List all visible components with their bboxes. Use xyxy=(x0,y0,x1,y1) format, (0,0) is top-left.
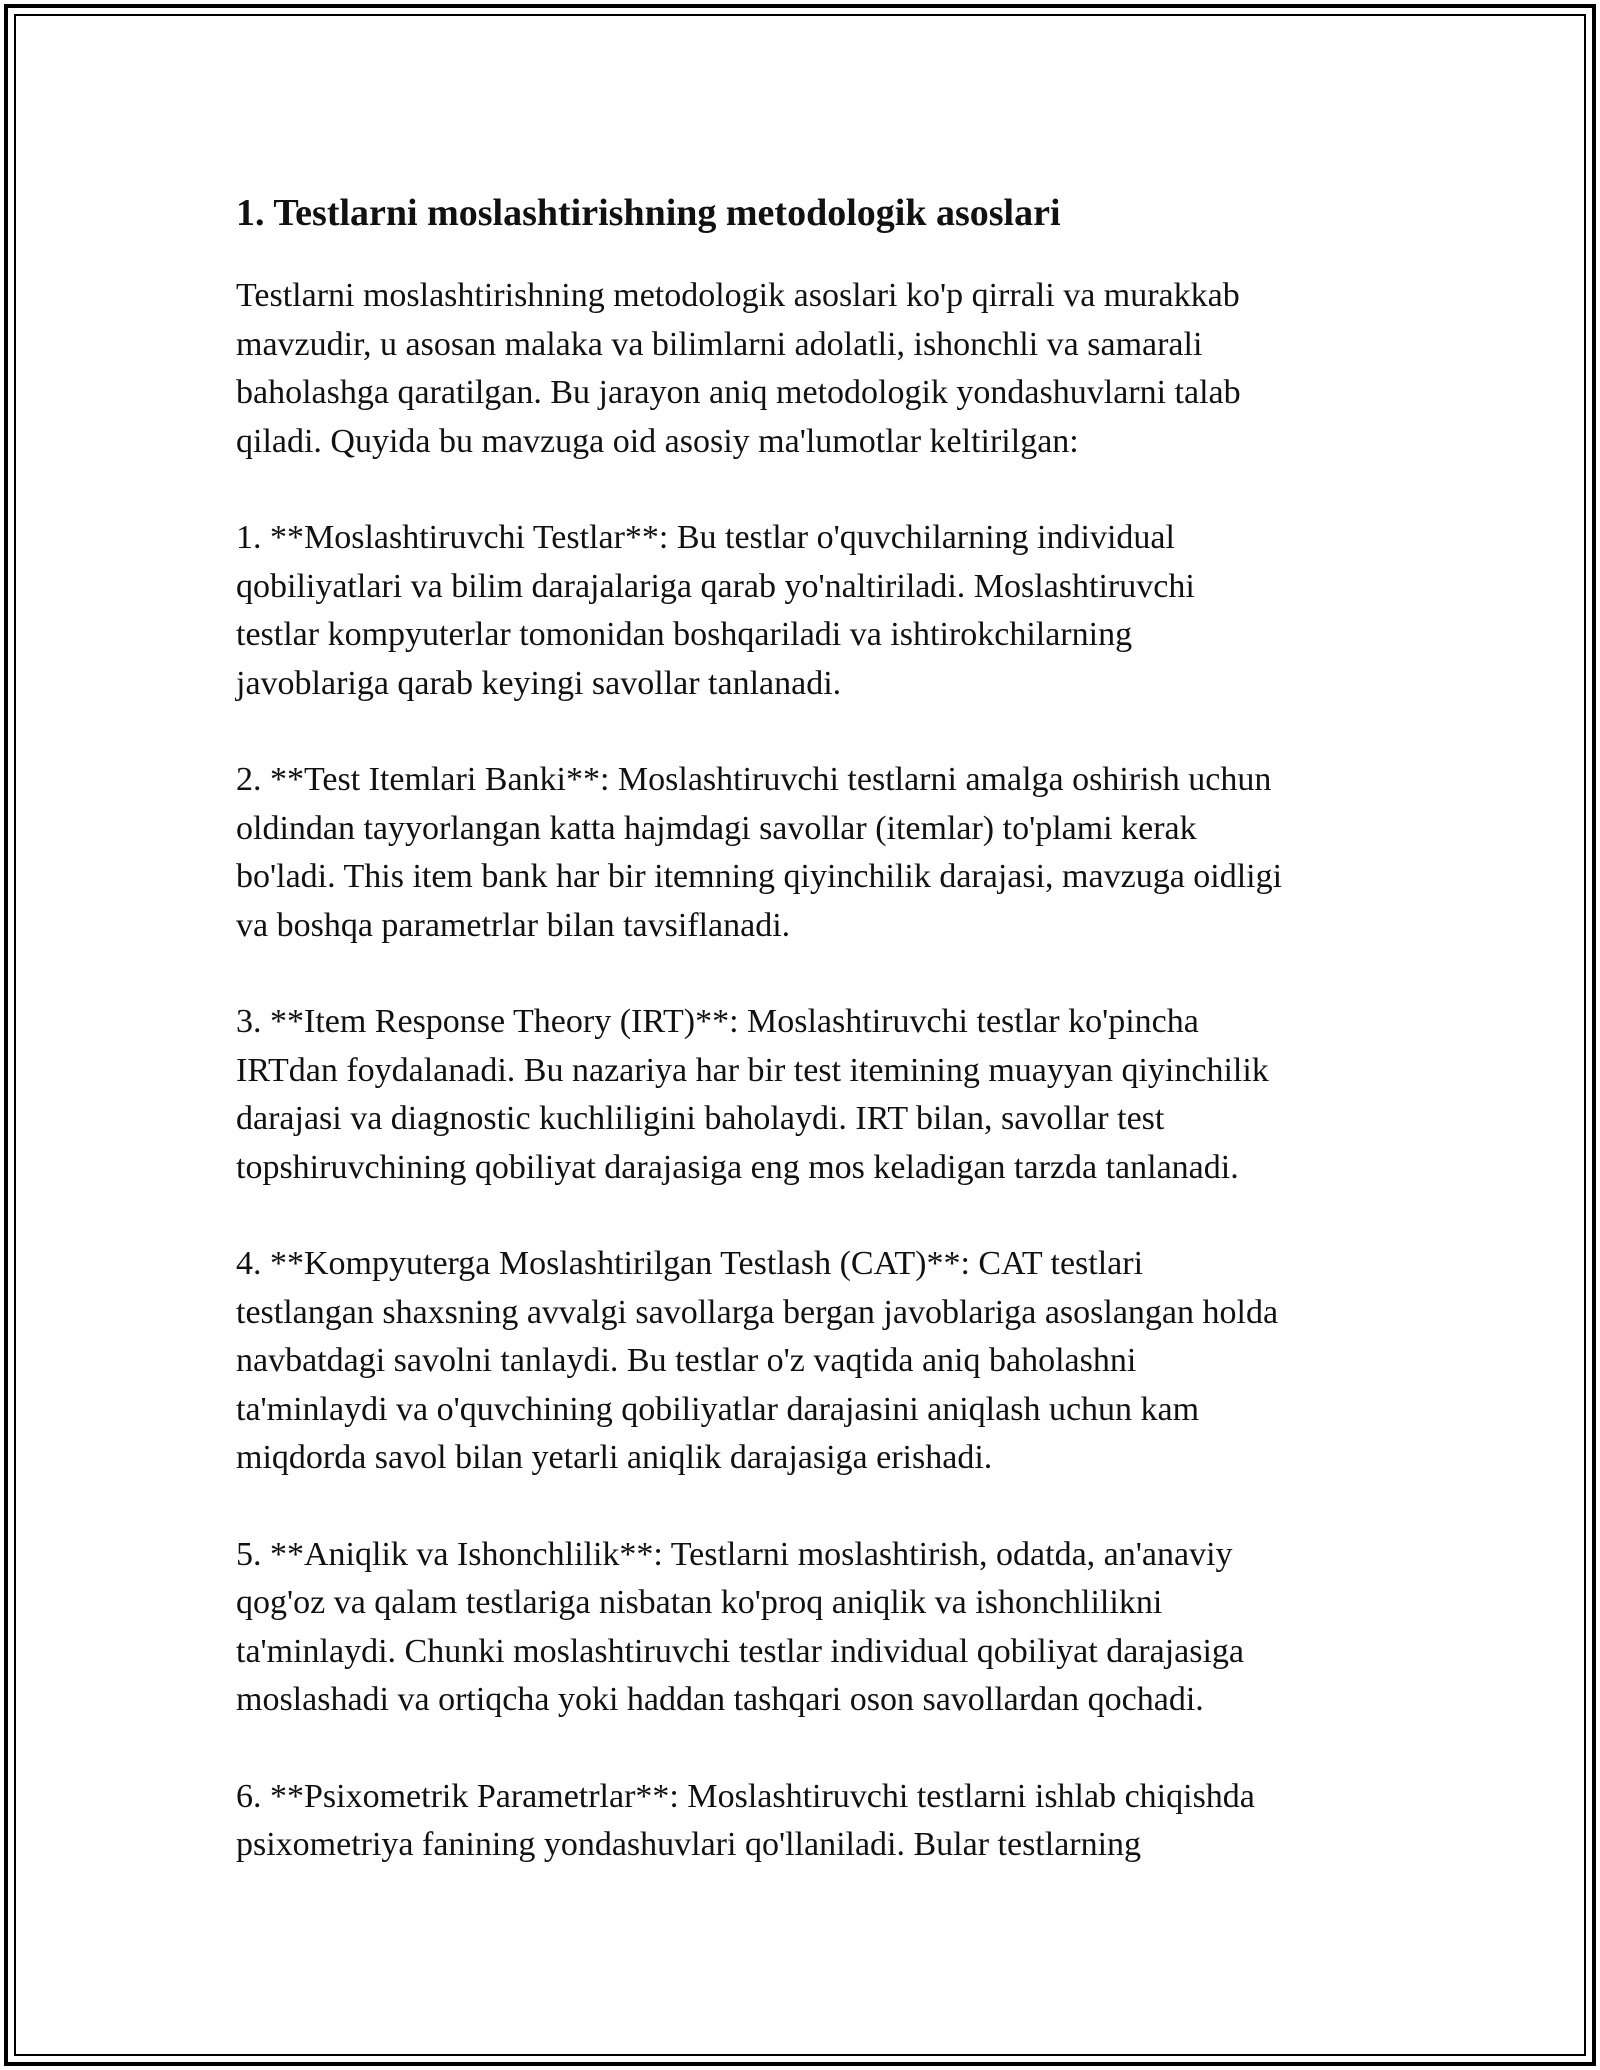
text-line: 2. **Test Itemlari Banki**: Moslashtiruvchi testlarni amalga oshirish uchun xyxy=(236,761,1272,798)
text-line: bo'ladi. This item bank har bir itemning qiyinchilik darajasi, mavzuga oidligi xyxy=(236,858,1283,895)
text-line: 4. **Kompyuterga Moslashtirilgan Testlash (CAT)**: CAT testlari xyxy=(236,1245,1144,1282)
intro-paragraph xyxy=(236,272,1386,466)
text-line: IRTdan foydalanadi. Bu nazariya har bir test itemining muayyan qiyinchilik xyxy=(236,1051,1269,1089)
text-line: qiladi. Quyida bu mavzuga oid asosiy ma'lumotlar keltirilgan: xyxy=(236,422,1079,460)
text-line: 6. **Psixometrik Parametrlar**: Moslashtiruvchi testlarni ishlab chiqishda xyxy=(236,1777,1255,1815)
text-line: 3. **Item Response Theory (IRT)**: Moslashtiruvchi testlar ko'pincha xyxy=(236,1003,1199,1040)
text-line: moslashadi va ortiqcha yoki haddan tashqari oson savollardan qochadi. xyxy=(236,1681,1204,1718)
list-item-6-paragraph xyxy=(236,1773,1386,1870)
text-line: 1. **Moslashtiruvchi Testlar**: Bu testlar o'quvchilarning individual xyxy=(236,519,1175,556)
text-line: navbatdagi savolni tanlaydi. Bu testlar o'z vaqtida aniq baholashni xyxy=(236,1342,1137,1379)
text-line: testlangan shaxsning avvalgi savollarga bergan javoblariga asoslangan holda xyxy=(236,1293,1279,1331)
text-line: mavzudir, u asosan malaka va bilimlarni adolatli, ishonchli va samarali xyxy=(236,325,1203,363)
text-line: topshiruvchining qobiliyat darajasiga eng mos keladigan tarzda tanlanadi. xyxy=(236,1148,1239,1186)
list-item-4-paragraph xyxy=(236,1240,1386,1483)
section-heading: 1. Testlarni moslashtirishning metodologik asoslari xyxy=(236,192,1061,234)
text-line: ta'minlaydi. Chunki moslashtiruvchi testlar individual qobiliyat darajasiga xyxy=(236,1632,1244,1670)
text-line: baholashga qaratilgan. Bu jarayon aniq metodologik yondashuvlarni talab xyxy=(236,374,1241,411)
text-line: ta'minlaydi va o'quvchining qobiliyatlar darajasini aniqlash uchun kam xyxy=(236,1390,1200,1428)
text-line: qog'oz va qalam testlariga nisbatan ko'proq aniqlik va ishonchlilikni xyxy=(236,1584,1163,1621)
text-line: darajasi va diagnostic kuchliligini baholaydi. IRT bilan, savollar test xyxy=(236,1100,1165,1137)
text-line: oldindan tayyorlangan katta hajmdagi savollar (itemlar) to'plami kerak xyxy=(236,809,1197,847)
text-line: psixometriya fanining yondashuvlari qo'llaniladi. Bular testlarning xyxy=(236,1826,1142,1863)
document-body xyxy=(236,188,1386,1918)
text-line: Testlarni moslashtirishning metodologik asoslari ko'p qirrali va murakkab xyxy=(236,277,1240,314)
text-line: qobiliyatlari va bilim darajalariga qarab yo'naltiriladi. Moslashtiruvchi xyxy=(236,567,1195,605)
text-line: testlar kompyuterlar tomonidan boshqariladi va ishtirokchilarning xyxy=(236,616,1133,653)
list-item-3-paragraph xyxy=(236,998,1386,1192)
list-item-2-paragraph xyxy=(236,756,1386,950)
text-line: javoblariga qarab keyingi savollar tanlanadi. xyxy=(236,664,842,702)
list-item-5-paragraph xyxy=(236,1531,1386,1725)
list-item-1-paragraph xyxy=(236,514,1386,708)
text-line: va boshqa parametrlar bilan tavsiflanadi. xyxy=(236,906,791,944)
text-line: 5. **Aniqlik va Ishonchlilik**: Testlarni moslashtirish, odatda, an'anaviy xyxy=(236,1535,1233,1573)
text-line: miqdorda savol bilan yetarli aniqlik darajasiga erishadi. xyxy=(236,1439,993,1476)
